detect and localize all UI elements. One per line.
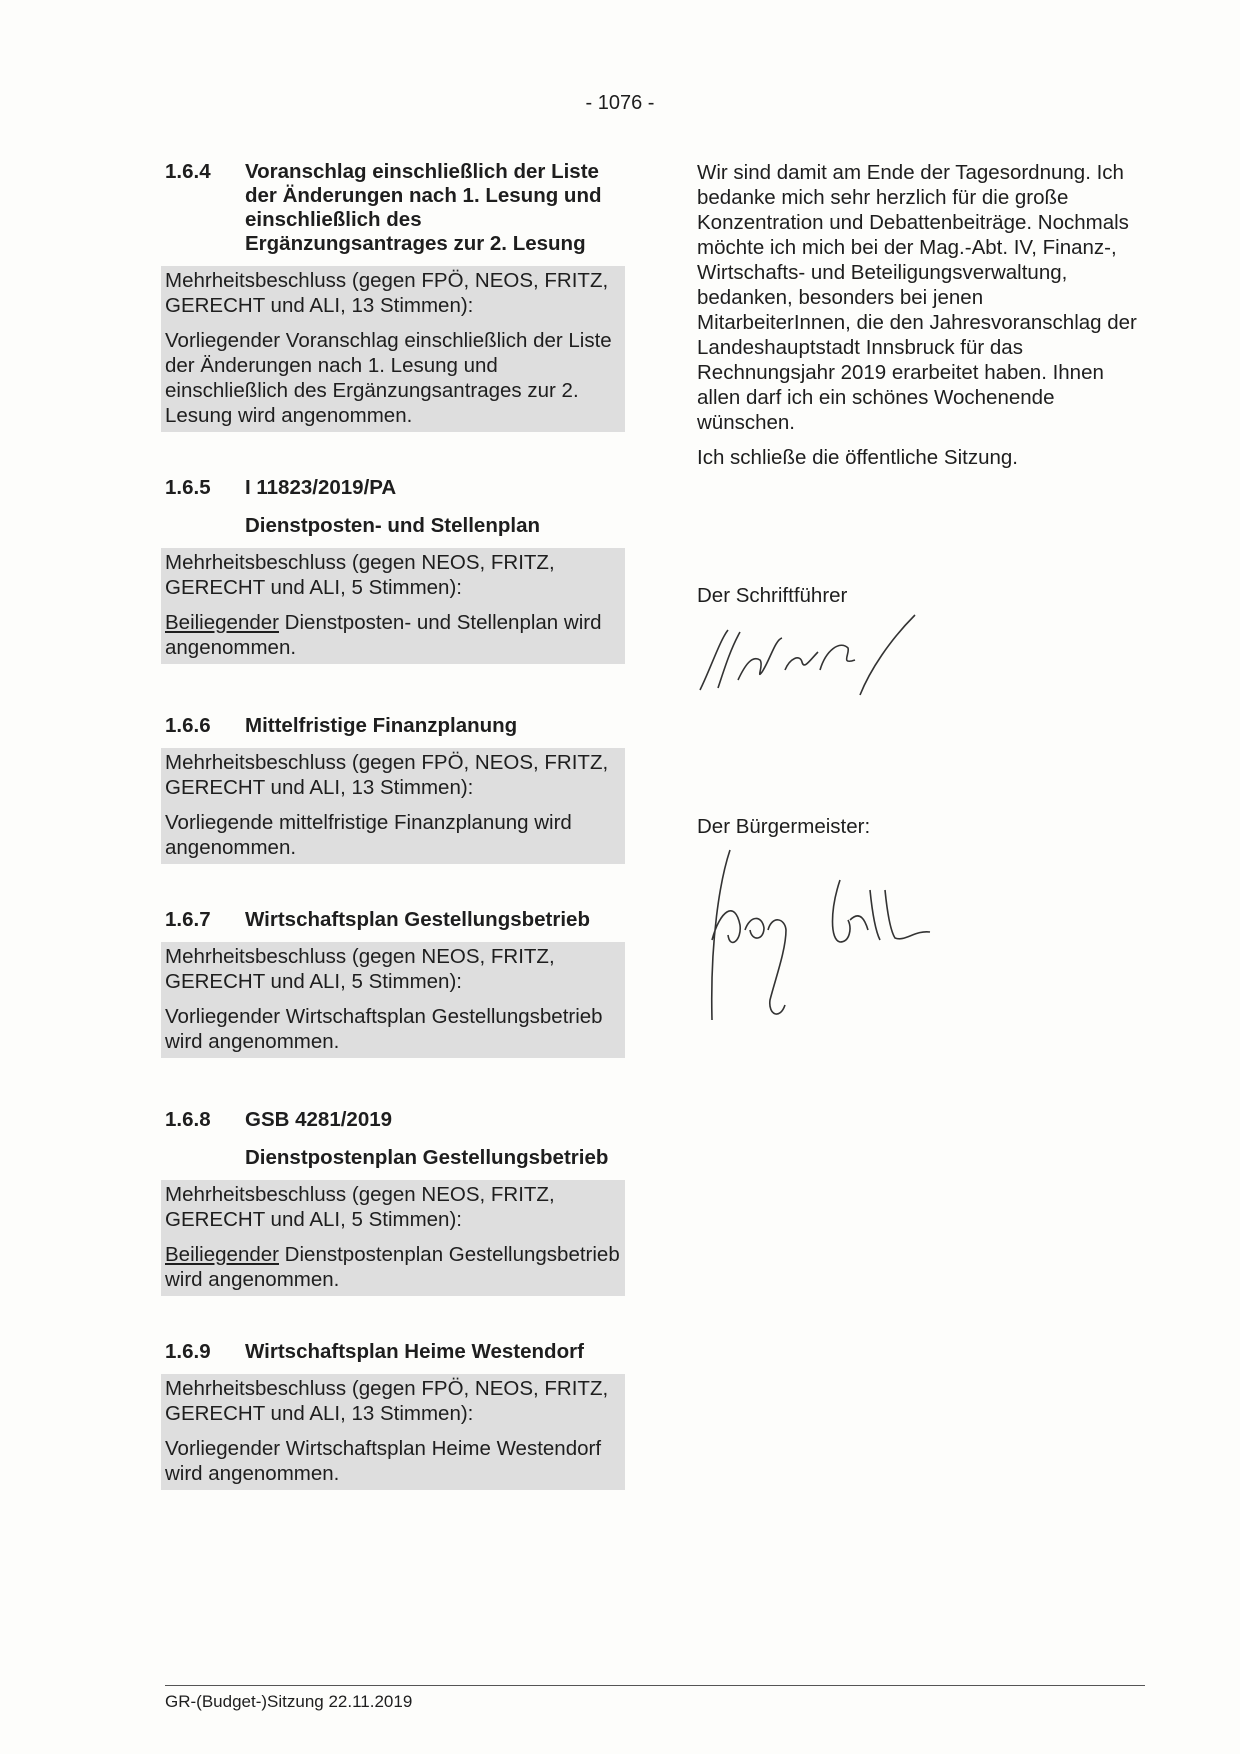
mayor-signature — [690, 830, 970, 1030]
item-subtitle: Dienstposten- und Stellenplan — [245, 514, 540, 537]
result-text — [165, 1436, 621, 1486]
agenda-item — [165, 714, 625, 864]
footer-text: GR-(Budget-)Sitzung 22.11.2019 — [165, 1692, 413, 1711]
result-body: Vorliegender Wirtschaftsplan Gestellungsbetrieb wird angenommen. — [165, 1005, 603, 1053]
decision-box — [161, 1374, 625, 1490]
item-title: Voranschlag einschließlich der Liste der Änderungen nach 1. Lesung und einschließlich des Ergänzungsantrages zur 2. Lesung — [245, 160, 602, 255]
item-number: 1.6.4 — [165, 160, 211, 183]
decision-box — [161, 266, 625, 432]
closing-statement: Ich schließe die öffentliche Sitzung. — [697, 446, 1018, 469]
item-title: Mittelfristige Finanzplanung — [245, 714, 518, 737]
agenda-item — [165, 908, 625, 1058]
result-body: Vorliegender Wirtschaftsplan Heime Westendorf wird angenommen. — [165, 1437, 602, 1485]
decision-text: Mehrheitsbeschluss (gegen NEOS, FRITZ, GERECHT und ALI, 5 Stimmen): — [165, 945, 555, 993]
decision-text: Mehrheitsbeschluss (gegen FPÖ, NEOS, FRITZ, GERECHT und ALI, 13 Stimmen): — [165, 1377, 609, 1425]
decision-text: Mehrheitsbeschluss (gegen NEOS, FRITZ, GERECHT und ALI, 5 Stimmen): — [165, 1183, 555, 1231]
agenda-item — [165, 1340, 625, 1490]
secretary-signature — [690, 610, 920, 710]
item-number: 1.6.9 — [165, 1340, 211, 1363]
result-text — [165, 610, 621, 660]
item-title: I 11823/2019/PA — [245, 476, 397, 499]
item-number: 1.6.5 — [165, 476, 211, 499]
item-title: Wirtschaftsplan Gestellungsbetrieb — [245, 908, 590, 931]
agenda-item — [165, 476, 625, 664]
closing-paragraph: Wir sind damit am Ende der Tagesordnung. Ich bedanke mich sehr herzlich für die große Konzentration und Debattenbeiträge. Nochmals möchte ich mich bei der Mag.-Abt. IV, Finanz-, Wirtschafts- und Beteiligungsverwaltung, bedanken, besonders bei jenen MitarbeiterInnen, die den Jahresvoranschlag der Landeshauptstadt Innsbruck für das Rechnungsjahr 2019 erarbeitet haben. Ihnen allen darf ich ein schönes Wochenende wünschen. — [697, 161, 1137, 434]
result-prefix: Beiliegender — [165, 1243, 279, 1266]
result-body: Vorliegender Voranschlag einschließlich der Liste der Änderungen nach 1. Lesung und einschließlich des Ergänzungsantrages zur 2. Lesung wird angenommen. — [165, 329, 612, 427]
decision-text: Mehrheitsbeschluss (gegen NEOS, FRITZ, GERECHT und ALI, 5 Stimmen): — [165, 551, 555, 599]
footer-divider — [165, 1685, 1145, 1686]
result-text — [165, 1242, 621, 1292]
result-body: Dienstpostenplan Gestellungsbetrieb wird angenommen. — [165, 1243, 620, 1291]
decision-text: Mehrheitsbeschluss (gegen FPÖ, NEOS, FRITZ, GERECHT und ALI, 13 Stimmen): — [165, 751, 609, 799]
item-title: Wirtschaftsplan Heime Westendorf — [245, 1340, 584, 1363]
result-prefix: Beiliegender — [165, 611, 279, 634]
page-number: - 1076 - — [585, 92, 655, 114]
agenda-item — [165, 1108, 625, 1296]
item-number: 1.6.8 — [165, 1108, 211, 1131]
result-text — [165, 328, 621, 428]
result-body: Dienstposten- und Stellenplan wird angenommen. — [165, 611, 602, 659]
item-subtitle: Dienstpostenplan Gestellungsbetrieb — [245, 1146, 609, 1169]
decision-box — [161, 1180, 625, 1296]
decision-box — [161, 548, 625, 664]
decision-box — [161, 942, 625, 1058]
agenda-item — [165, 160, 625, 432]
result-text — [165, 810, 621, 860]
decision-box — [161, 748, 625, 864]
right-column — [697, 160, 1142, 480]
secretary-label: Der Schriftführer — [697, 584, 848, 607]
mayor-label: Der Bürgermeister: — [697, 815, 871, 838]
result-text — [165, 1004, 621, 1054]
result-body: Vorliegende mittelfristige Finanzplanung wird angenommen. — [165, 811, 572, 859]
item-number: 1.6.7 — [165, 908, 211, 931]
decision-text: Mehrheitsbeschluss (gegen FPÖ, NEOS, FRITZ, GERECHT und ALI, 13 Stimmen): — [165, 269, 609, 317]
item-title: GSB 4281/2019 — [245, 1108, 393, 1131]
left-column — [165, 160, 625, 1490]
item-number: 1.6.6 — [165, 714, 211, 737]
